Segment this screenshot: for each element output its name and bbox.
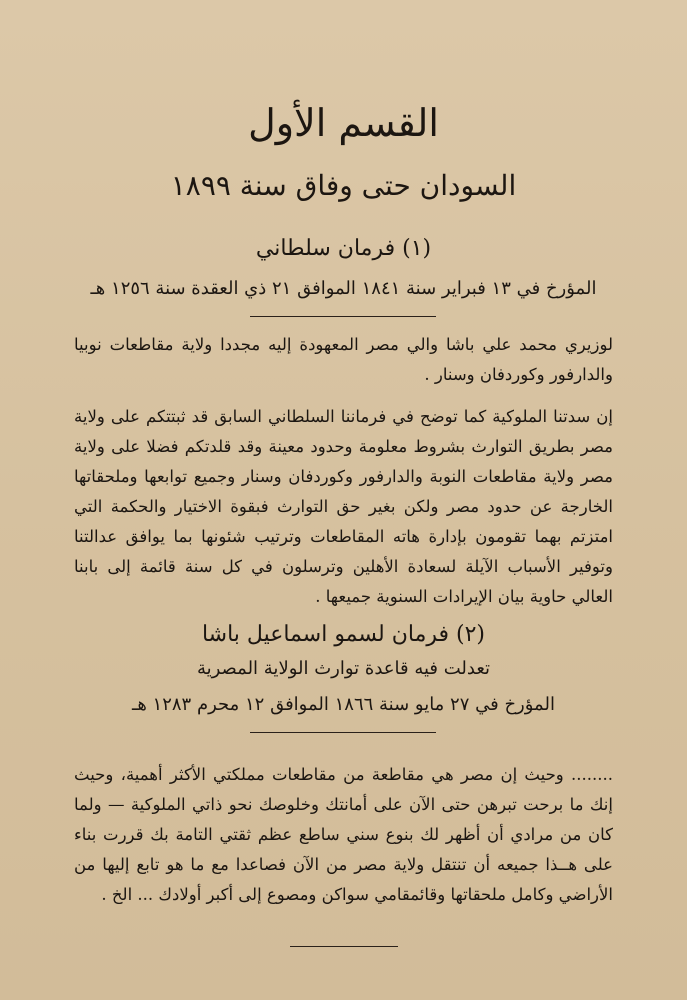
decree-2-paragraph-1: ........ وحيث إن مصر هي مقاطعة من مقاطعات مملكتي الأكثر أهمية، وحيث إنك ما برحت تبرهن حتى الآن على أمانتك وخلوصك نحو ذاتي الملوكية — ولما كان من مرادي أن أظهر لك بنوع سني ساطع عظم ثقتي التامة بك قررت بناء على هــذا جميعه أن تنتقل ولاية مصر من الآن فصاعدا مع ما هو تابع إليها من الأراضي وكامل ملحقاتها وقائمقامي سواكن ومصوع إلى أكبر أولادك ... الخ . — [74, 765, 613, 904]
section-title: القسم الأول — [248, 101, 439, 145]
decree-1-date: المؤرخ في ١٣ فبراير سنة ١٨٤١ الموافق ٢١ ذي العقدة سنة ١٢٥٦ هـ — [90, 278, 597, 299]
divider-rule — [290, 946, 398, 947]
decree-2-date: المؤرخ في ٢٧ مايو سنة ١٨٦٦ الموافق ١٢ محرم ١٢٨٣ هـ — [132, 694, 555, 715]
decree-2-title: (٢) فرمان لسمو اسماعيل باشا — [201, 622, 486, 647]
decree-1-title: (١) فرمان سلطاني — [255, 236, 432, 261]
divider-rule — [250, 732, 436, 733]
divider-rule — [250, 316, 436, 317]
decree-2-subtitle: تعدلت فيه قاعدة توارث الولاية المصرية — [196, 658, 491, 679]
decree-1-paragraph-1: لوزيري محمد علي باشا والي مصر المعهودة إليه مجددا ولاية مقاطعات نوبيا والدارفور وكوردفان وسنار . — [74, 335, 613, 384]
part-title: السودان حتى وفاق سنة ١٨٩٩ — [170, 169, 517, 202]
decree-1-paragraph-2: إن سدتنا الملوكية كما توضح في فرماننا السلطاني السابق قد ثبتتكم على ولاية مصر بطريق التوارث بشروط معلومة وحدود معينة وقد قلدتكم فضلا على ولاية مصر ولاية مقاطعات النوبة والدارفور وكوردفان وسنار وجميع توابعها وملحقاتها الخارجة عن حدود مصر ولكن بغير حق التوارث فبقوة الاختيار والحكمة التي امتزتم بهما تقومون بإدارة هاته المقاطعات وترتيب شئونها بما يوافق عدالتنا وتوفير الأسباب الآيلة لسعادة الأهلين وترسلون في كل سنة قائمة إلى بابنا العالي حاوية بيان الإيرادات السنوية جميعها . — [74, 407, 613, 606]
